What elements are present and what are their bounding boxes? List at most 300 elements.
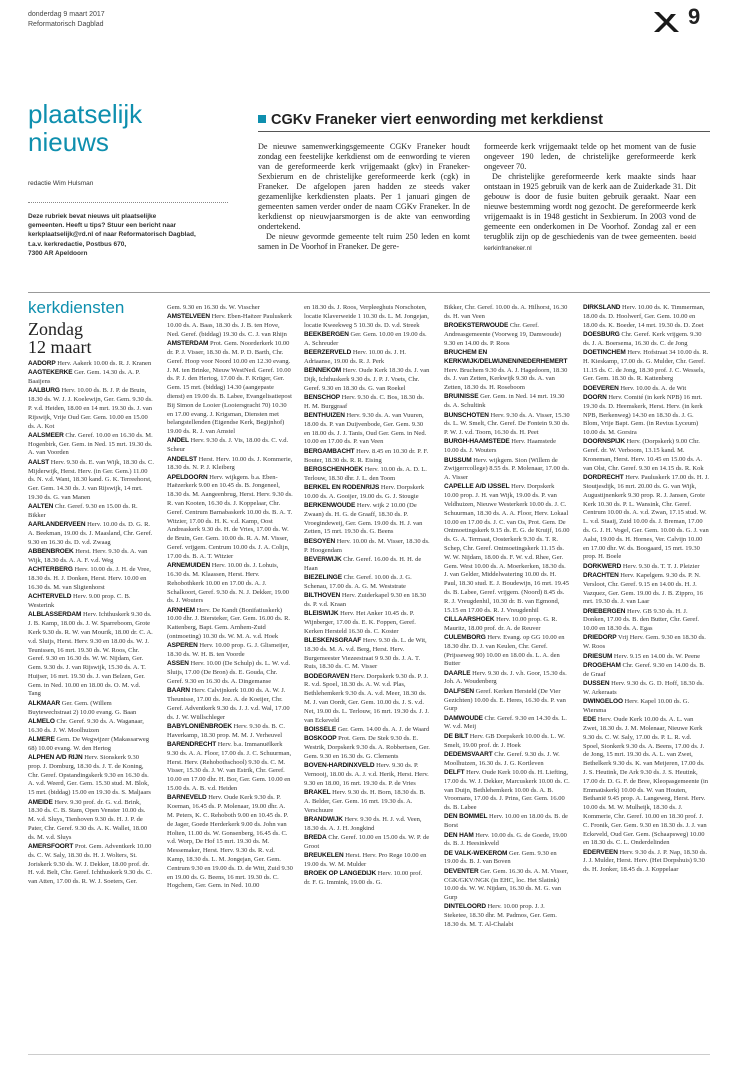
place-name: BUSSUM (444, 456, 472, 464)
service-details: Herv. De Kandt (Bonifatiuskerk) 10.00 dhr. J. Biersteker, Ger. Gem. 16.00 ds. R. Kattenberg, Bapt. Gem. Arnhem-Zuid (ontmoeting) 10.30 ds. W. M. A. v.d. Hoek (167, 606, 291, 640)
service-details: Chr. Geref. 10.00 ds. J. G. Schenau, 17.00 ds. A. G. M. Weststrate (304, 573, 412, 590)
service-entry (583, 698, 709, 716)
service-details: Herv. 9.30 ds. A. Visser, 15.30 ds. L. W. Smelt, Chr. Geref. De Fontein 9.30 ds. P. W. J. v.d. Toorn, 16.30 ds. H. Peet (444, 411, 570, 437)
divider (258, 131, 710, 132)
service-entry (444, 715, 570, 733)
info-line: 7300 AR Apeldoorn (28, 249, 88, 257)
service-entry (304, 637, 430, 672)
service-entry (304, 673, 430, 726)
place-name: DOESBURG (583, 330, 620, 338)
place-name: BURGH-HAAMSTEDE (444, 438, 510, 446)
place-name: BOSKOOP (304, 735, 337, 743)
photo-credit: beeld kerkinfraneker.nl (484, 234, 696, 252)
service-entry (444, 850, 570, 868)
service-entry (304, 834, 430, 852)
place-name: DRACHTEN (583, 571, 619, 579)
article-title-text: CGKv Franeker viert eenwording met kerkdienst (271, 112, 603, 128)
place-name: AMERSFOORT (28, 843, 74, 851)
place-name: BROEK OP LANGEDIJK (304, 870, 377, 878)
service-details: Herv. Aakerk 10.00 ds. R. J. Kranen (57, 360, 152, 367)
service-details: Herv. Oude Kerk 10.00 ds. A. L. van Zwet, 18.30 ds. J. M. Molenaar, Nieuwe Kerk 9.30 ds. C. W. Saly, 17.00 ds. P. L. R. v.d. Spoel, Sionkerk 9.30 ds. A. Beens, 17.00 ds. J. de Jong, 15 mrt. 19.30 ds. A. L. van Zwet, Bethelkerk 9.30 ds. K. van Meijeren, 17.00 ds. J. S. Heutink, De Ark 9.30 ds. J. S. Heutink, 17.00 dr. D. G. F. de Bree, Kleopasgemeente (in Emmaüskerk) 10.00 ds. W. van Houten, Bethanië 9.45 prop. A. Langeweg, Herst. Herv. 10.00 ds. M. W. Mulheijk, 18.30 ds. J. Kommerie, Chr. Geref. 10.00 en 18.30 prof. J. C. Fronik, Ger. Gem. 9.30 en 18.30 ds. J. J. van Eckeveld, Oud Ger. Gem. (Schaapsweg) 10.00 en 18.30 ds. C. L. Onderdelinden (583, 716, 709, 847)
place-name: AMEIDE (28, 798, 53, 806)
service-details: Herv. Sionskerk 9.30 prop. J. Domburg, 18.30 ds. J. T. de Koning, Chr. Geref. Opstandingskerk 9.30 en 16.30 ds. A. v.d. Weerd, Ger. Gem. 15.30 stud. M. Blok, 15 mrt. (biddag) 15.00 en 19.30 ds. S. Maljaars (28, 754, 151, 797)
service-entry (304, 762, 430, 788)
service-entry (28, 611, 154, 699)
page-header-meta (28, 10, 105, 30)
place-name: DOEVEREN (583, 384, 619, 392)
place-name: BARENDRECHT (167, 741, 217, 749)
service-details: Herv. wijkgem. Sion (Willem de Zwijgerrcollege) 8.55 ds. P. Molenaar, 17.00 ds. A. Visser (444, 456, 570, 482)
place-name: ALBLASSERDAM (28, 611, 82, 619)
service-entry (167, 340, 293, 437)
service-details: Herst. Herv. 9.30 ds. A. van Wijk, 18.30 ds. A. A. F. v.d. Weg (28, 548, 148, 565)
service-entry (28, 799, 154, 843)
service-details: Herv. Dorpskerk 10.00 ds. A. Gooijer, 19.00 ds. G. J. Stougie (304, 483, 425, 500)
service-details: Herv. Pauluskerk 17.00 ds. H. J. Stoutjesdijk, 16 mrt. 20.00 ds. G. van Wijk, Augustijnenkerk 9.30 prop. R. J. Jansen, Grote Kerk 10.30 ds. P. L. Wansink, Chr. Geref. Centrum 10.00 ds. A. v.d. Zwan, 17.15 stud. W. L. v.d. Staaij, Zuid 10.00 ds. J. Breman, 17.00 ds. G. J. H. Vogel, Ger. Gem. 10.00 ds. G. J. van Aalst, 19.00 ds. H. Hornes, Ver. Calvijn 10.00 en 17.00 dhr. W. ds. Boogaard, 15 mrt. 19.30 prop. H. Boele (583, 474, 709, 561)
service-entry (444, 688, 570, 714)
place-name: DORKWERD (583, 562, 622, 570)
service-details: Herv. Eben-Haëzer Pauluskerk 10.00 ds. A. Baas, 18.30 ds. J. B. ten Hove, Ned. Geref. (biddag) 19.30 ds. C. J. van Rhijn (167, 313, 292, 338)
place-name: DEN BOMMEL (444, 813, 488, 821)
service-entry (28, 754, 154, 798)
place-name: ALMERE (28, 735, 55, 743)
place-name: BENNEKOM (304, 367, 342, 375)
service-details: Herv. 10.00 ds. G. de Goede, 19.00 ds. B. J. Heesinkveld (444, 831, 567, 848)
service-entry (583, 572, 709, 607)
service-details: Herv. Dorpskerk 10.00 prop. J. H. van Wijk, 19.00 ds. P. van Veldhuizen, Nieuwe Westerkerk 10.00 ds. J. C. Schuurman, 18.30 ds. A. A. Floor, Herv. Lokaal 10.00 en 17.00 ds. J. C. van Os, Prot. Gem. De Ontmoetingskerk 9.15 ds. E. G. de Kruijf, 16.00 ds. G. A. Termaat, Oosterkerk 9.30 ds. T. R. Schep, Chr. Geref. Ontmoetingskerk 11.15 ds. W. W. Nijdam, 18.00 ds. F. W. v.d. Rhee, Ger. Gem. West 10.00 ds. A. Moerkerken, 18.30 ds. J. van Gelder, Middelwatering 10.00 ds. H. Paul, 18.30 stud. E. J. Boudewijn, 16 mrt. 19.45 ds. B. Labee, Geref. vrijgem. (Noord) 8.45 ds. R. J. Vreugdenhil, 10.30 dr. B. van Egmond, 15.15 en 17.00 ds. R. J. Vreugdenhil (444, 483, 570, 614)
service-details: Chr. Geref. 9.30 en 14.30 ds. L. W. v.d. Meij (444, 714, 567, 731)
service-entry (167, 687, 293, 722)
service-details: Ger. Gem. in Ned. 14 mrt. 19.30 ds. A. Schultink (444, 393, 565, 410)
place-name: DE VALK-WEKEROM (444, 849, 508, 857)
place-name: ACHTERBERG (28, 566, 73, 574)
service-details: Herv. 10.00 en 18.00 ds. B. de Borst (444, 813, 568, 830)
info-line: kerkplaatselijk@rd.nl of naar Reformatorisch Dagblad, (28, 231, 196, 239)
services-column-3 (304, 304, 430, 1050)
service-details: Ger. Gem. (Willem Buytewechstraat 2) 10.00 evang. G. Baan (28, 699, 137, 716)
place-name: AARLANDERVEEN (28, 521, 86, 529)
service-details: Herv. 10.00 ds. M. Visser, 18.30 ds. P. Hoogendam (304, 537, 430, 554)
service-entry (304, 412, 430, 447)
service-details: Chr. Geref. Andreasgemeente (Voorweg 19, Damwoude) 9.30 en 14.00 ds. P. Roos (444, 322, 562, 347)
place-name: DALFSEN (444, 687, 474, 695)
service-details: Herv. Oude Kerk 9.30 ds. P. Koeman, 16.45 ds. P. Molenaar, 19.00 dhr. A. M. Peters, K. C. Rehoboth 9.00 en 10.45 ds. P. de Jager, Goede Herderkerk 9.00 ds. John van Holten, 11.00 ds. W. Gonsenberg, 16.45 ds. C. v.d. Worp, De Hof 15 mrt. 19.30 ds. M. Messemaker, Herst. Herv. 9.30 ds. R. v.d. Kamp, 18.30 ds. L. M. Jongejan, Ger. Gem. Centrum 9.30 en 19.00 ds. D. de Witt, Zuid 9.30 en 19.00 ds. G. Beens, 16 mrt. 19.30 ds. C. Hogchem, Ger. Gem. in Ned. 10.00 (167, 794, 293, 890)
service-entry (444, 634, 570, 669)
article-title (258, 112, 603, 128)
place-name: DRIEDORP (583, 634, 617, 642)
place-name: AAGTEKERKE (28, 369, 73, 377)
service-entry (28, 360, 154, 369)
service-details: Herv. (Dorpskerk) 9.00 Chr. Geref. dr. W. Verboom, 13.15 kand. M. Kroneman, Herst. Herv. 10.45 en 15.00 ds. A. van Olst, Chr. Geref. 9.30 en 14.15 ds. R. Kok (583, 438, 704, 472)
service-entry (167, 723, 293, 741)
place-name: BABYLONIËNBROEK (167, 722, 232, 730)
info-line: gemeenten. Heeft u tips? Stuur een bericht naar (28, 222, 177, 230)
place-name: DEDEMSVAART (444, 750, 493, 758)
service-entry (167, 456, 293, 474)
service-details: Herv. wijk 2 10.00 (De Zwaan) ds. H. G. de Graaff, 18.30 ds. P. Vroegindeweij, Ger. Gem. 19.00 ds. H. J. van Zetten, 15 mrt. 19.30 ds. G. Beens (304, 502, 423, 536)
service-entry (583, 608, 709, 634)
place-name: EDE (583, 716, 597, 724)
service-entry (583, 634, 709, 652)
place-name: BESOYEN (304, 537, 336, 545)
place-name: BOVEN-HARDINXVELD (304, 762, 375, 770)
service-entry (583, 680, 709, 698)
service-entry (444, 349, 570, 393)
place-name: BLEISWIJK (304, 610, 339, 618)
service-entry (28, 432, 154, 458)
header-date: donderdag 9 maart 2017 (28, 11, 105, 18)
place-name: BENTHUIZEN (304, 412, 345, 420)
info-line: Deze rubriek bevat nieuws uit plaatselijke (28, 213, 157, 220)
place-name: BERGSCHENHOEK (304, 465, 364, 473)
service-details: Herv. 9.30 ds. C. Bos, 18.30 ds. H. M. Burggraaf (304, 393, 425, 410)
place-name: AMSTERDAM (167, 340, 209, 348)
article-paragraph: formeerde kerk vrijgemaakt telde op het moment van de fusie ongeveer 190 leden, de christelijke gereformeerde kerk ongeveer 70. (484, 142, 696, 171)
service-details: Herv. Haamstede 10.00 ds. J. Wouters (444, 438, 556, 455)
place-name: BRANDWIJK (304, 815, 343, 823)
service-entry (28, 369, 154, 387)
service-entry (28, 843, 154, 887)
service-entry (28, 459, 154, 503)
place-name: BUNSCHOTEN (444, 411, 489, 419)
divider (28, 1054, 710, 1055)
service-date: 12 maart (28, 337, 92, 357)
service-entry (444, 769, 570, 813)
newspaper-logo-icon (650, 8, 680, 36)
service-entry (167, 437, 293, 455)
service-details: Herv. 10.00 ds. D. G. R. A. Beekman, 19.00 ds. J. Maasland, Chr. Geref. 9.30 en 16.30 ds. D. v.d. Zwaag (28, 521, 153, 546)
service-details: Herv. 9.30 ds. H. Born, 18.30 ds. B. A. Belder, Ger. Gem. 16 mrt. 19.30 ds. A. Verschuure (304, 789, 426, 814)
service-entry (583, 563, 709, 572)
service-details: Herv. 10.00 ds. J. H. de Vree, 18.30 ds. H. J. Donken, Herst. Herv. 10.00 en 16.30 ds. M. van Sligtenhorst (28, 566, 151, 591)
service-details: Chr. Geref. 9.30 ds. J. W. Moolhuizen, 16.30 ds. J. G. Kortleven (444, 750, 560, 767)
place-name: DOORNSPIJK (583, 438, 625, 446)
place-name: DOETINCHEM (583, 348, 626, 356)
service-entry (28, 548, 154, 566)
service-details: Chr. Geref. 10.00 en 16.30 ds. M. Hogenbirk, Ger. Gem. in Ned. 15 mrt. 19.30 ds. A. van Voorden (28, 431, 153, 457)
service-details: Prot. Gem. Noorderkerk 10.00 dr. P. J. Visser, 18.30 ds. M. P. D. Barth, Chr. Geref. Hoop voor Noord 10.00 en 12.30 evang. J. M. ten Brinke, Nieuw WestNed. Geref. 10.00 ds. P. J. den Hertog, 17.00 ds. F. Krüger, Ger. Gem. 15 mrt. (biddag) 14.30 (aangepaste dienst) en 19.00 ds. B. Labee, Evangelisatiepost Bij Simon de Looier (Looiersgracht 70) 10.30 en 17.00 evang. J. Krigsman, Diensten met belangstellenden (Eigendse Kerk, Begijnhof) 19.00 ds. R. J. van Amstel (167, 340, 292, 436)
place-name: DWINGELOO (583, 698, 623, 706)
service-details: Herv. GB 9.30 ds. H. J. Donken, 17.00 ds. B. den Butter, Chr. Geref. 10.00 en 18.30 ds. A. Egas (583, 607, 700, 633)
service-entry (28, 718, 154, 736)
service-details: Herv. 9.30 ds. J. P. Nap, 18.30 ds. J. J. Mulder, Herst. Herv. (Het Dorpshuis) 9.30 ds. H. Jonker, 18.45 ds. J. Koppelaar (583, 848, 707, 874)
place-name: ALMELO (28, 717, 55, 725)
place-name: BODEGRAVEN (304, 672, 350, 680)
service-entry (167, 607, 293, 642)
service-details: Herv. Oude Kerk 10.00 ds. H. Liefting, 17.00 ds. W. J. Dekker, Marcuskerk 10.00 ds. C. van Duijn, Bethlehemkerk 10.00 ds. A. B. Vroomans, 17.00 ds. J. Prins, Ger. Gem. 16.00 ds. B. Labee (444, 768, 570, 812)
service-details: Herv. Calvijnkerk 10.00 ds. A. W. J. Theunisse, 17.00 ds. Joz. A. de Koeijer, Chr. Geref. Adventkerk 9.30 ds. J. J. v.d. Wal, 17.00 ds. J. W. Wüllschleger (167, 687, 290, 721)
header-publication: Reformatorisch Dagblad (28, 21, 104, 28)
service-details: Herv. 9.30 ds. E. van Wijk, 18.30 ds. C. Mijderwijk, Herst. Herv. (in Ger. Gem.) 11.00 ds. N. v.d. Want, 18.30 kand. G. K. Terreehorst, Ger. Gem. 14.30 ds. J. van Rijswijk, 14 mrt. 19.30 ds. G. van Manen (28, 458, 154, 501)
service-entry (583, 304, 709, 330)
service-details: Gem. De Wegwijzer (Makassarweg 68) 10.00 evang. W. den Hertog (28, 735, 149, 752)
service-entry (304, 556, 430, 574)
place-name: ASPEREN (167, 642, 198, 650)
place-name: CULEMBORG (444, 633, 486, 641)
service-details: Chr. Geref. 9.30 en 15.00 ds. R. Bikker (28, 503, 138, 520)
article-paragraph: De nieuw gevormde gemeente telt ruim 250 leden en komt samen in De Voorhof in Franeker. De gere- (258, 232, 470, 251)
services-column-1 (28, 360, 154, 1050)
place-name: APELDOORN (167, 473, 208, 481)
service-details: Herv. Evang. op GG 10.00 en 18.30 dhr. D. J. van Keulen, Chr. Geref. (Prijsseweg 90) 10.00 en 18.00 ds. L. A. den Butter (444, 633, 565, 668)
rubric-editor: redactie Wim Hulsman (28, 180, 94, 187)
service-details: Ger. Gem. 10.00 en 19.00 ds. A. Schreuder (304, 330, 427, 347)
service-details: Herv. 9.30 prof. dr. G. v.d. Brink, 18.30 ds. C. B. Stam, Open Venster 10.00 ds. M. v.d. Sluys, Tienhoven 9.30 ds. H. J. P. de Pater, Chr. Geref. 9.30 ds. A. K. Wallet, 18.00 ds. M. v.d. Sluys (28, 798, 148, 841)
service-entry (444, 751, 570, 769)
service-entry (583, 474, 709, 562)
service-entry (167, 794, 293, 891)
place-name: AADORP (28, 360, 56, 367)
service-entry (444, 438, 570, 456)
place-name: DIRKSLAND (583, 304, 621, 311)
service-details: Herv. 9.30 ds. G. D. Hoff, 18.30 ds. W. Arkeraats (583, 679, 704, 696)
service-details: Prot. Gem. De Stek 9.30 ds. E. Westrik, Dorpskerk 9.30 ds. A. Robbertsen, Ger. Gem. 9.30 en 16.30 ds. G. Clements (304, 735, 430, 760)
service-details: Herv. 9.30 ds. T. T. J. Pleizier (622, 562, 700, 570)
service-details: Herv. 9.30 ds. J. v.h. Goor, 15.30 ds. Joh. A. Woudenberg (444, 669, 567, 686)
service-details: Ger. Gem. 9.30 en 19.00 ds. B. J. van Boven (444, 849, 557, 866)
place-name: BROEKSTERWOUDE (444, 322, 509, 330)
service-entry (444, 322, 570, 348)
place-name: BREUKELEN (304, 852, 344, 860)
place-name: CAPELLE A/D IJSSEL (444, 483, 510, 491)
place-name: BILTHOVEN (304, 592, 341, 599)
place-name: BARNEVELD (167, 794, 207, 802)
service-entry (583, 349, 709, 384)
service-details: en 18.30 ds. J. Roos, Verpleeghuis Norschoten, locatie Klaverweide 1 10.30 ds. L. M. Jongejan, locatie Kweekweg 5 10.30 ds. D. v.d. Streek (304, 304, 429, 329)
place-name: DROGEHAM (583, 661, 621, 669)
service-entry (444, 393, 570, 411)
place-name: BERGAMBACHT (304, 447, 355, 455)
service-details: Herv. Hofstraat 34 10.00 ds. R. H. Kieskamp, 17.00 ds. G. Mulder, Chr. Geref. 11.15 ds. C. de Jong, 18.30 prof. J. C. Wessels, Ger. Gem. 18.30 ds. R. Kattenberg (583, 348, 709, 383)
service-entry (28, 521, 154, 547)
service-details: Chr. Geref. 16.00 ds. H. H. de Haan (304, 555, 422, 572)
service-details: Chr. Geref. 10.00 en 15.00 ds. W. P. de Groot (304, 834, 430, 850)
service-details: Herv. 10.00 prop. G. R. Mauritz, 18.00 prof. dr. A. de Reuver (444, 615, 558, 632)
place-name: DUSSEN (583, 679, 610, 687)
place-name: BREDA (304, 834, 327, 842)
service-entry (304, 726, 430, 735)
service-details: Herv. 10.00 ds. J. H. Adriaanse, 19.00 ds. R. J. Perk (304, 348, 407, 365)
article-column-2 (484, 142, 696, 254)
service-entry (28, 736, 154, 754)
service-entry (304, 448, 430, 466)
place-name: ALPHEN A/D RIJN (28, 754, 83, 762)
place-name: ACHTERVELD (28, 593, 72, 601)
services-column-5 (583, 304, 709, 1050)
place-name: BERKENWOUDE (304, 502, 356, 510)
place-name: DRIEBERGEN (583, 607, 626, 615)
service-entry (167, 562, 293, 606)
service-entry (444, 813, 570, 831)
place-name: BIEZELINGE (304, 573, 343, 581)
place-name: AALSMEER (28, 431, 64, 439)
place-name: ARNEMUIDEN (167, 562, 211, 570)
service-entry (167, 313, 293, 339)
service-entry (28, 700, 154, 718)
service-entry (444, 903, 570, 929)
service-details: Herv. 10.00 prop. J. J. Steketee, 18.30 dhr. M. Padmos, Ger. Gem. 18.30 ds. M. T. Al-Chalabi (444, 903, 557, 928)
page-number: 9 (688, 4, 701, 29)
service-details: Herv. 9.15 en 14.00 ds. W. Peene (613, 652, 700, 660)
place-name: DAMWOUDE (444, 714, 483, 722)
service-details: Chr. Geref. 9.30 ds. A. Waganaar, 16.30 ds. J. W. Moolhuizen (28, 717, 144, 734)
service-entry (304, 574, 430, 592)
service-details: Herv. b.a. Immanuëlkerk 9.30 ds. A. A. Floor, 17.00 ds. J. C. Schuurman, Herst. Herv. (Rehobothschool) 9.30 ds. C. M. Visser, 15.30 ds. J. W. van Estrik, Chr. Geref. 10.00 en 17.00 dhr. H. Bor, Ger. Gem. 10.00 en 15.00 ds. A. B. v.d. Heiden (167, 741, 292, 793)
place-name: EDERVEEN (583, 848, 618, 856)
article-paragraph (484, 172, 696, 254)
service-details: Vrij Herv. Gem. 9.30 en 18.30 ds. W. Roos (583, 634, 706, 651)
service-entry (304, 816, 430, 834)
place-name: DE BILT (444, 732, 469, 740)
place-name: DOORN (583, 393, 607, 401)
place-name: DINTELOORD (444, 903, 486, 911)
place-name: AMSTELVEEN (167, 313, 210, 321)
place-name: AALTEN (28, 503, 54, 511)
service-details: Herv. GB Dorpskerk 10.00 ds. L. W. Smelt, 19.00 prof. dr. J. Hoek (444, 732, 565, 749)
service-details: Gem. 9.30 en 16.30 ds. W. Visscher (167, 304, 260, 311)
service-entry (304, 852, 430, 870)
service-entry (304, 870, 430, 888)
service-entry (444, 304, 570, 322)
place-name: BRAKEL (304, 789, 331, 797)
service-entry (28, 593, 154, 611)
place-name: DRIESUM (583, 652, 613, 660)
service-details: Herv. 10.00 (De Schulp) ds. L. W. v.d. Sluijs, 17.00 (De Bron) ds. E. Gouda, Chr. Geref. 9.30 en 16.30 ds. A. Dingemanse (167, 660, 291, 685)
place-name: ARNHEM (167, 606, 195, 614)
article-column-1 (258, 142, 470, 252)
place-name: DORDRECHT (583, 474, 624, 482)
service-entry (583, 331, 709, 349)
service-day: Zondag (28, 319, 83, 339)
service-details: Herv. 9.30 ds. A. van Vuuren, 18.00 ds. P. van Duijvenbode, Ger. Gem. 9.30 en 18.00 ds. J. J. Tanis, Oud Ger. Gem. in Ned. 10.00 en 17.00 ds. P. van Veen (304, 412, 427, 446)
article-paragraph-text: De christelijke gereformeerde kerk maakte sinds haar ontstaan in 1925 gebruik van de kerk aan de Zuiderkade 31. Dit gebouw is door de fusie buiten gebruik geraakt. Naar een nieuwe bestemming wordt nog gezocht. De gereformeerde kerk vrijgemaakt is in 1948 gesticht in Sexbierum. In 2003 vond de gemeente een onderkomen in De Voorhof. Zondag zal er een terugblik zijn op de geschiedenis van de twee gemeenten. (484, 172, 696, 241)
place-name: BERKEL EN RODENRIJS (304, 483, 380, 491)
place-name: ASSEN (167, 660, 189, 668)
place-name: DEN HAM (444, 831, 474, 839)
service-details: Herv. 9.30 ds. P. Vernooij, 18.00 ds. A. J. v.d. Herik, Herst. Herv. 9.30 en 18.00, 16 mrt. 19.30 ds. P. de Vries (304, 762, 429, 787)
service-entry (444, 832, 570, 850)
service-details: Herv. 10.00 ds. A. D. L. Terlouw, 18.30 dhr. J. L. den Toom (304, 465, 427, 482)
service-details: Herv. 9.30 ds. B. C. Haverkamp, 18.30 prop. M. M. J. Verheuvel (167, 722, 285, 739)
service-details: Herv. 10.00 ds. A. de Wit (620, 384, 687, 392)
rubric-title (28, 100, 228, 156)
service-entry (167, 474, 293, 562)
service-entry (167, 741, 293, 794)
service-details: Chr. Geref. Kerk vrijgem. 9.30 ds. J. A. Boersema, 16.30 ds. C. de Jong (583, 330, 702, 347)
service-entry (28, 566, 154, 592)
service-entry (444, 616, 570, 634)
service-details: Herv. 10.00 ds. B. J. P. de Bruin, 18.30 ds. W. J. J. Koelewijn, Ger. Gem. 9.30 ds. P. v.d. Heiden, 18.00 en 14 mrt. 19.30 ds. J. van Rijswijk, Vrije Oud Ger. Gem. 10.00 en 15.00 ds. A. Kot (28, 387, 153, 430)
service-entry (304, 304, 430, 330)
place-name: CILLAARSHOEK (444, 615, 495, 623)
service-details: Herv. 10.00 prof. dr. F. G. Immink, 19.00 ds. G. (304, 870, 423, 886)
service-details: Herv. 9.30 ds. L. de Wit, 18.30 ds. M. A. v.d. Berg, Herst. Herv. Burgemeester Viezeestraat 9 9.30 ds. J. A. T. Ruis, 18.30 ds. C. M. Visser (304, 636, 427, 671)
service-details: Herv. 10.00 ds. K. Timmerman, 18.00 ds. D. Hoolwerf, Ger. Gem. 10.00 en 18.00 ds. K. Boeder, 14 mrt. 19.30 ds. D. Zoet (583, 304, 705, 329)
service-details: Herv. wijkgem. b.a. Eben-Haëzerkerk 9.00 en 10.45 ds. B. Jongeneel, 18.30 ds. M. Aangeenbrug, Herst. Herv. 9.30 ds. R. van Kooten, 16.30 ds. J. Koppelaar, Chr. Geref. Centrum Barnabaskerk 10.00 ds. B. A. T. Witzier, 17.00 ds. H. K. v.d. Kamp, Oost Andreaskerk 9.30 ds. H. de Vries, 17.00 ds. W. de Bruin, Ger. Gem. 10.00 ds. R. A. M. Visser, Geref. vrijgem. Centrum 10.00 ds. J. A. Colijn, 17.00 ds. B. A. T. Witzier (167, 473, 293, 560)
service-details: Herv. 10.00 prop. G. J. Glismeijer, 18.30 ds. W. H. B. ten Voorde (167, 642, 290, 659)
service-details: Herv. 9.30 ds. J. Vis, 18.00 ds. C. v.d. Scheur (167, 437, 289, 454)
place-name: BEEKBERGEN (304, 330, 349, 338)
service-entry (583, 394, 709, 438)
place-name: AALST (28, 458, 50, 466)
title-bullet-icon (258, 115, 266, 123)
service-entry (583, 385, 709, 394)
service-entry (444, 483, 570, 615)
service-entry (304, 789, 430, 815)
service-entry (304, 592, 430, 610)
rubric-title-line-2: nieuws (28, 127, 109, 157)
service-details: Prot. Gem. Adventkerk 10.00 ds. C. W. Saly, 18.30 ds. H. J. Wolters, St. Joriskerk 9.30 ds. W. J. Dekker, 18.00 prof. dr. H. v.d. Belt, Chr. Geref. Ichthuskerk 9.30 ds. C. van Atten, 17.00 ds. R. W. J. Soeters, Ger. (28, 843, 152, 886)
service-details: Herv. Kapelgem. 9.30 ds. P. N. Versloot, Chr. Geref. 9.15 en 14.00 ds. H. J. Vazquez, Ger. Gem. 19.00 ds. J. B. Zippro, 16 mrt. 19.30 ds. J. van Laar (583, 571, 703, 606)
section-title: kerkdiensten (28, 298, 125, 317)
service-entry (304, 538, 430, 556)
service-entry (444, 457, 570, 483)
place-name: BLESKENSGRAAF (304, 636, 362, 644)
place-name: DELFT (444, 768, 465, 776)
place-name: ANDEL (167, 437, 189, 445)
service-entry (304, 466, 430, 484)
service-details: Herst. Herv. Pro Rege 10.00 en 19.00 ds. W. M. Mulder (304, 852, 427, 868)
place-name: ANDELST (167, 455, 197, 463)
place-name: BAARN (167, 687, 190, 695)
place-name: BEVERWIJK (304, 555, 342, 563)
service-entry (583, 653, 709, 662)
service-details: Bikker, Chr. Geref. 10.00 ds. A. Hilhorst, 16.30 ds. H. van Veen (444, 304, 568, 320)
service-details: Herv. Bruchem 9.30 ds. A. J. Hagedoorn, 18.30 ds. J. van Zetten, Kerkwijk 9.30 ds. A. van Zetten, 18.30 ds. H. Roseboom (444, 366, 568, 392)
service-entry (583, 662, 709, 680)
services-column-2 (167, 304, 293, 1050)
service-entry (304, 484, 430, 502)
service-entry (583, 849, 709, 875)
service-details: Geref. Kerken Hersteld (De Vier Gezichten) 10.00 ds. E. Heres, 16.30 ds. P. van Gurp (444, 687, 566, 713)
place-name: DEVENTER (444, 867, 479, 875)
service-details: Herv. Ichthuskerk 9.30 ds. J. B. Kamp, 18.00 ds. J. W. Sparreboom, Grote Kerk 9.30 ds. R. W. van Mourik, 18.00 dr. C. A. v.d. Sluijs, Herst. Herv. 9.30 en 18.00 ds. W. J. Teunissen, 16 mrt. 19.30 ds. W. Roos, Chr. Geref. 9.30 en 16.30 ds. W. W. Nijdam, Ger. Gem. 9.30 ds. J. van Rijswijk, 15.30 ds. A. T. Huijser, 16 mrt. 19.30 ds. J. van Belzen, Ger. Gem. in Ned. 10.00 en 18.00 ds. O. M. v.d. Tang (28, 611, 153, 698)
service-entry (304, 331, 430, 349)
service-entry (304, 610, 430, 636)
service-entry (583, 716, 709, 848)
service-date-heading (28, 320, 138, 356)
service-entry (28, 387, 154, 431)
service-details: Herv. 9.00 prop. C. B. Westerink (28, 593, 131, 610)
service-entry (304, 502, 430, 537)
place-name: BOISSELE (304, 725, 337, 733)
info-line: t.a.v. kerkredactie, Postbus 670, (28, 240, 127, 248)
service-details: Ger. Gem. 14.30 ds. A. P. Baaijens (28, 369, 141, 386)
place-name: BRUINISSE (444, 393, 479, 401)
rubric-contact-info (28, 212, 228, 258)
place-name: DAARLE (444, 669, 471, 677)
service-details: Herst. Herv. 10.00 ds. J. Kommerie, 18.30 ds. N. P. J. Kleiberg (167, 455, 293, 472)
rubric-title-line-1: plaatselijk (28, 99, 143, 129)
service-entry (444, 670, 570, 688)
service-details: Herv. Het Anker 10.45 ds. P. Wijnberger, 17.00 ds. E. K. Foppen, Geref. Kerken Hersteld 16.30 ds. C. Koster (304, 610, 416, 635)
service-details: Herv. Dorpskerk 9.30 ds. P. J. R. v.d. Spoel, 18.30 ds. A. W. v.d. Plas, Bethlehemkerk 9.30 ds. A. v.d. Meer, 18.30 ds. M. J. van Oordt, Ger. Gem. 10.00 ds. J. S. v.d. Net, 19.00 ds. L. Terlouw, 16 mrt. 19.30 ds. J. J. van Eckeveld (304, 672, 430, 724)
service-details: Herv. 8.45 en 10.30 dr. P. F. Bouter, 18.30 ds. R. R. Eising (304, 447, 429, 464)
service-entry (304, 394, 430, 412)
service-details: Herv. Zuiderkapel 9.30 en 18.30 ds. P. v.d. Kraan (304, 592, 427, 608)
service-details: Chr. Geref. 9.30 en 14.00 ds. B. de Graaf (583, 661, 706, 678)
service-entry (583, 438, 709, 473)
service-entry (167, 304, 293, 313)
service-details: Herv. Comité (in kerk NPB) 16 mrt. 19.30 ds. D. Heemskerk, Herst. Herv. (in kerk NPB, Berkenweg) 14.30 en 18.30 ds. J. G. Blom, Vrije Bapt. Gem. (in Revius Lyceum) 10.00 ds. M. Gorsira (583, 393, 703, 437)
place-name: BENSCHOP (304, 393, 341, 401)
place-name: BEERZERVELD (304, 348, 352, 356)
place-name: BRUCHEM EN KERKWIJK/DELWIJNEN/NEDERHEMERT (444, 348, 568, 365)
service-details: Ger. Gem. 14.00 ds. A. J. de Waard (337, 725, 430, 733)
service-entry (444, 733, 570, 751)
service-entry (304, 367, 430, 393)
service-details: Ger. Gem. 16.30 ds. A. M. Visser, CGK/GKV/NGK (in EHC, loc. Het Slatink) 10.00 ds. W. W. Nijdam, 16.30 ds. M. G. van Gurp (444, 867, 569, 902)
